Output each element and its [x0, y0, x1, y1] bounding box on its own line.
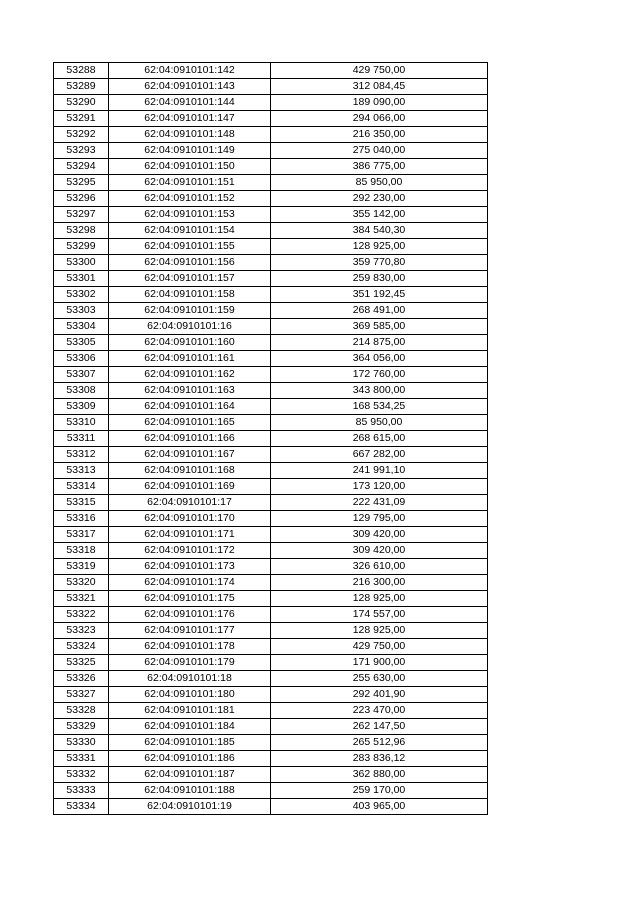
table-row — [54, 303, 488, 319]
cadastral-number-cell: 62:04:0910101:149 — [109, 143, 271, 159]
cadastral-value-cell: 359 770,80 — [271, 255, 488, 271]
table-row — [54, 767, 488, 783]
cadastral-value-cell: 259 170,00 — [271, 783, 488, 799]
row-number-cell: 53313 — [54, 463, 109, 479]
cadastral-number-cell: 62:04:0910101:187 — [109, 767, 271, 783]
row-number-cell: 53334 — [54, 799, 109, 815]
row-number-cell: 53330 — [54, 735, 109, 751]
cadastral-number-cell: 62:04:0910101:164 — [109, 399, 271, 415]
cadastral-number-cell: 62:04:0910101:158 — [109, 287, 271, 303]
cadastral-value-cell: 128 925,00 — [271, 239, 488, 255]
table-row — [54, 623, 488, 639]
table-row — [54, 191, 488, 207]
cadastral-value-cell: 351 192,45 — [271, 287, 488, 303]
cadastral-number-cell: 62:04:0910101:167 — [109, 447, 271, 463]
cadastral-value-cell: 275 040,00 — [271, 143, 488, 159]
cadastral-number-cell: 62:04:0910101:155 — [109, 239, 271, 255]
row-number-cell: 53314 — [54, 479, 109, 495]
row-number-cell: 53332 — [54, 767, 109, 783]
cadastral-number-cell: 62:04:0910101:177 — [109, 623, 271, 639]
cadastral-value-cell: 255 630,00 — [271, 671, 488, 687]
table-row — [54, 671, 488, 687]
table-row — [54, 287, 488, 303]
row-number-cell: 53320 — [54, 575, 109, 591]
table-row — [54, 367, 488, 383]
cadastral-number-cell: 62:04:0910101:184 — [109, 719, 271, 735]
cadastral-number-cell: 62:04:0910101:162 — [109, 367, 271, 383]
cadastral-number-cell: 62:04:0910101:153 — [109, 207, 271, 223]
row-number-cell: 53327 — [54, 687, 109, 703]
table-row — [54, 95, 488, 111]
row-number-cell: 53317 — [54, 527, 109, 543]
table-row — [54, 607, 488, 623]
row-number-cell: 53294 — [54, 159, 109, 175]
cadastral-number-cell: 62:04:0910101:144 — [109, 95, 271, 111]
cadastral-number-cell: 62:04:0910101:181 — [109, 703, 271, 719]
row-number-cell: 53306 — [54, 351, 109, 367]
cadastral-value-cell: 294 066,00 — [271, 111, 488, 127]
row-number-cell: 53295 — [54, 175, 109, 191]
row-number-cell: 53298 — [54, 223, 109, 239]
cadastral-number-cell: 62:04:0910101:185 — [109, 735, 271, 751]
cadastral-number-cell: 62:04:0910101:165 — [109, 415, 271, 431]
table-row — [54, 143, 488, 159]
table-row — [54, 751, 488, 767]
cadastral-number-cell: 62:04:0910101:180 — [109, 687, 271, 703]
table-row — [54, 511, 488, 527]
row-number-cell: 53293 — [54, 143, 109, 159]
cadastral-value-cell: 214 875,00 — [271, 335, 488, 351]
cadastral-value-cell: 268 615,00 — [271, 431, 488, 447]
row-number-cell: 53324 — [54, 639, 109, 655]
table-row — [54, 63, 488, 79]
cadastral-value-table — [53, 62, 488, 815]
row-number-cell: 53300 — [54, 255, 109, 271]
cadastral-value-cell: 172 760,00 — [271, 367, 488, 383]
table-row — [54, 431, 488, 447]
table-row — [54, 591, 488, 607]
cadastral-value-cell: 85 950,00 — [271, 175, 488, 191]
row-number-cell: 53299 — [54, 239, 109, 255]
row-number-cell: 53304 — [54, 319, 109, 335]
table-row — [54, 575, 488, 591]
table-row — [54, 127, 488, 143]
table-row — [54, 415, 488, 431]
cadastral-value-cell: 222 431,09 — [271, 495, 488, 511]
row-number-cell: 53292 — [54, 127, 109, 143]
cadastral-value-cell: 429 750,00 — [271, 639, 488, 655]
row-number-cell: 53308 — [54, 383, 109, 399]
cadastral-number-cell: 62:04:0910101:179 — [109, 655, 271, 671]
table-row — [54, 207, 488, 223]
cadastral-number-cell: 62:04:0910101:142 — [109, 63, 271, 79]
document-page — [53, 62, 487, 815]
row-number-cell: 53326 — [54, 671, 109, 687]
cadastral-value-cell: 283 836,12 — [271, 751, 488, 767]
row-number-cell: 53318 — [54, 543, 109, 559]
table-row — [54, 527, 488, 543]
cadastral-value-cell: 262 147,50 — [271, 719, 488, 735]
table-row — [54, 559, 488, 575]
cadastral-number-cell: 62:04:0910101:178 — [109, 639, 271, 655]
cadastral-value-cell: 223 470,00 — [271, 703, 488, 719]
cadastral-number-cell: 62:04:0910101:163 — [109, 383, 271, 399]
cadastral-number-cell: 62:04:0910101:150 — [109, 159, 271, 175]
table-row — [54, 543, 488, 559]
table-row — [54, 159, 488, 175]
cadastral-number-cell: 62:04:0910101:16 — [109, 319, 271, 335]
cadastral-number-cell: 62:04:0910101:160 — [109, 335, 271, 351]
row-number-cell: 53310 — [54, 415, 109, 431]
cadastral-number-cell: 62:04:0910101:156 — [109, 255, 271, 271]
table-row — [54, 319, 488, 335]
row-number-cell: 53333 — [54, 783, 109, 799]
row-number-cell: 53309 — [54, 399, 109, 415]
row-number-cell: 53311 — [54, 431, 109, 447]
cadastral-value-cell: 216 300,00 — [271, 575, 488, 591]
table-row — [54, 239, 488, 255]
cadastral-value-cell: 174 557,00 — [271, 607, 488, 623]
cadastral-number-cell: 62:04:0910101:152 — [109, 191, 271, 207]
cadastral-number-cell: 62:04:0910101:173 — [109, 559, 271, 575]
cadastral-number-cell: 62:04:0910101:147 — [109, 111, 271, 127]
table-row — [54, 463, 488, 479]
row-number-cell: 53323 — [54, 623, 109, 639]
row-number-cell: 53301 — [54, 271, 109, 287]
cadastral-number-cell: 62:04:0910101:186 — [109, 751, 271, 767]
cadastral-value-cell: 189 090,00 — [271, 95, 488, 111]
cadastral-value-cell: 292 401,90 — [271, 687, 488, 703]
row-number-cell: 53302 — [54, 287, 109, 303]
row-number-cell: 53331 — [54, 751, 109, 767]
row-number-cell: 53312 — [54, 447, 109, 463]
row-number-cell: 53288 — [54, 63, 109, 79]
table-row — [54, 111, 488, 127]
cadastral-number-cell: 62:04:0910101:188 — [109, 783, 271, 799]
row-number-cell: 53322 — [54, 607, 109, 623]
table-body — [54, 63, 488, 815]
cadastral-value-cell: 326 610,00 — [271, 559, 488, 575]
row-number-cell: 53289 — [54, 79, 109, 95]
cadastral-number-cell: 62:04:0910101:143 — [109, 79, 271, 95]
cadastral-value-cell: 216 350,00 — [271, 127, 488, 143]
table-row — [54, 735, 488, 751]
cadastral-value-cell: 386 775,00 — [271, 159, 488, 175]
row-number-cell: 53316 — [54, 511, 109, 527]
row-number-cell: 53291 — [54, 111, 109, 127]
cadastral-value-cell: 309 420,00 — [271, 527, 488, 543]
cadastral-number-cell: 62:04:0910101:159 — [109, 303, 271, 319]
row-number-cell: 53328 — [54, 703, 109, 719]
table-row — [54, 271, 488, 287]
cadastral-value-cell: 128 925,00 — [271, 623, 488, 639]
table-row — [54, 495, 488, 511]
cadastral-number-cell: 62:04:0910101:161 — [109, 351, 271, 367]
row-number-cell: 53315 — [54, 495, 109, 511]
cadastral-number-cell: 62:04:0910101:169 — [109, 479, 271, 495]
cadastral-value-cell: 129 795,00 — [271, 511, 488, 527]
table-row — [54, 719, 488, 735]
row-number-cell: 53296 — [54, 191, 109, 207]
table-row — [54, 351, 488, 367]
cadastral-number-cell: 62:04:0910101:154 — [109, 223, 271, 239]
cadastral-value-cell: 403 965,00 — [271, 799, 488, 815]
table-row — [54, 335, 488, 351]
cadastral-number-cell: 62:04:0910101:148 — [109, 127, 271, 143]
cadastral-value-cell: 128 925,00 — [271, 591, 488, 607]
table-row — [54, 687, 488, 703]
cadastral-number-cell: 62:04:0910101:172 — [109, 543, 271, 559]
table-row — [54, 79, 488, 95]
cadastral-value-cell: 265 512,96 — [271, 735, 488, 751]
table-row — [54, 639, 488, 655]
cadastral-value-cell: 292 230,00 — [271, 191, 488, 207]
row-number-cell: 53307 — [54, 367, 109, 383]
table-row — [54, 223, 488, 239]
table-row — [54, 783, 488, 799]
cadastral-value-cell: 309 420,00 — [271, 543, 488, 559]
cadastral-value-cell: 364 056,00 — [271, 351, 488, 367]
table-row — [54, 703, 488, 719]
row-number-cell: 53303 — [54, 303, 109, 319]
cadastral-number-cell: 62:04:0910101:151 — [109, 175, 271, 191]
cadastral-value-cell: 343 800,00 — [271, 383, 488, 399]
cadastral-value-cell: 355 142,00 — [271, 207, 488, 223]
cadastral-value-cell: 268 491,00 — [271, 303, 488, 319]
row-number-cell: 53319 — [54, 559, 109, 575]
cadastral-value-cell: 168 534,25 — [271, 399, 488, 415]
cadastral-value-cell: 312 084,45 — [271, 79, 488, 95]
cadastral-number-cell: 62:04:0910101:166 — [109, 431, 271, 447]
cadastral-number-cell: 62:04:0910101:171 — [109, 527, 271, 543]
cadastral-value-cell: 362 880,00 — [271, 767, 488, 783]
cadastral-number-cell: 62:04:0910101:174 — [109, 575, 271, 591]
table-row — [54, 255, 488, 271]
cadastral-number-cell: 62:04:0910101:175 — [109, 591, 271, 607]
row-number-cell: 53290 — [54, 95, 109, 111]
table-row — [54, 399, 488, 415]
cadastral-value-cell: 259 830,00 — [271, 271, 488, 287]
cadastral-number-cell: 62:04:0910101:18 — [109, 671, 271, 687]
row-number-cell: 53305 — [54, 335, 109, 351]
table-row — [54, 655, 488, 671]
row-number-cell: 53325 — [54, 655, 109, 671]
cadastral-value-cell: 171 900,00 — [271, 655, 488, 671]
table-row — [54, 383, 488, 399]
cadastral-number-cell: 62:04:0910101:170 — [109, 511, 271, 527]
row-number-cell: 53321 — [54, 591, 109, 607]
cadastral-value-cell: 384 540,30 — [271, 223, 488, 239]
cadastral-number-cell: 62:04:0910101:176 — [109, 607, 271, 623]
table-row — [54, 447, 488, 463]
cadastral-value-cell: 429 750,00 — [271, 63, 488, 79]
row-number-cell: 53297 — [54, 207, 109, 223]
cadastral-value-cell: 173 120,00 — [271, 479, 488, 495]
cadastral-value-cell: 85 950,00 — [271, 415, 488, 431]
cadastral-value-cell: 241 991,10 — [271, 463, 488, 479]
cadastral-number-cell: 62:04:0910101:17 — [109, 495, 271, 511]
cadastral-value-cell: 667 282,00 — [271, 447, 488, 463]
row-number-cell: 53329 — [54, 719, 109, 735]
table-row — [54, 799, 488, 815]
cadastral-value-cell: 369 585,00 — [271, 319, 488, 335]
table-row — [54, 175, 488, 191]
cadastral-number-cell: 62:04:0910101:157 — [109, 271, 271, 287]
cadastral-number-cell: 62:04:0910101:168 — [109, 463, 271, 479]
cadastral-number-cell: 62:04:0910101:19 — [109, 799, 271, 815]
table-row — [54, 479, 488, 495]
